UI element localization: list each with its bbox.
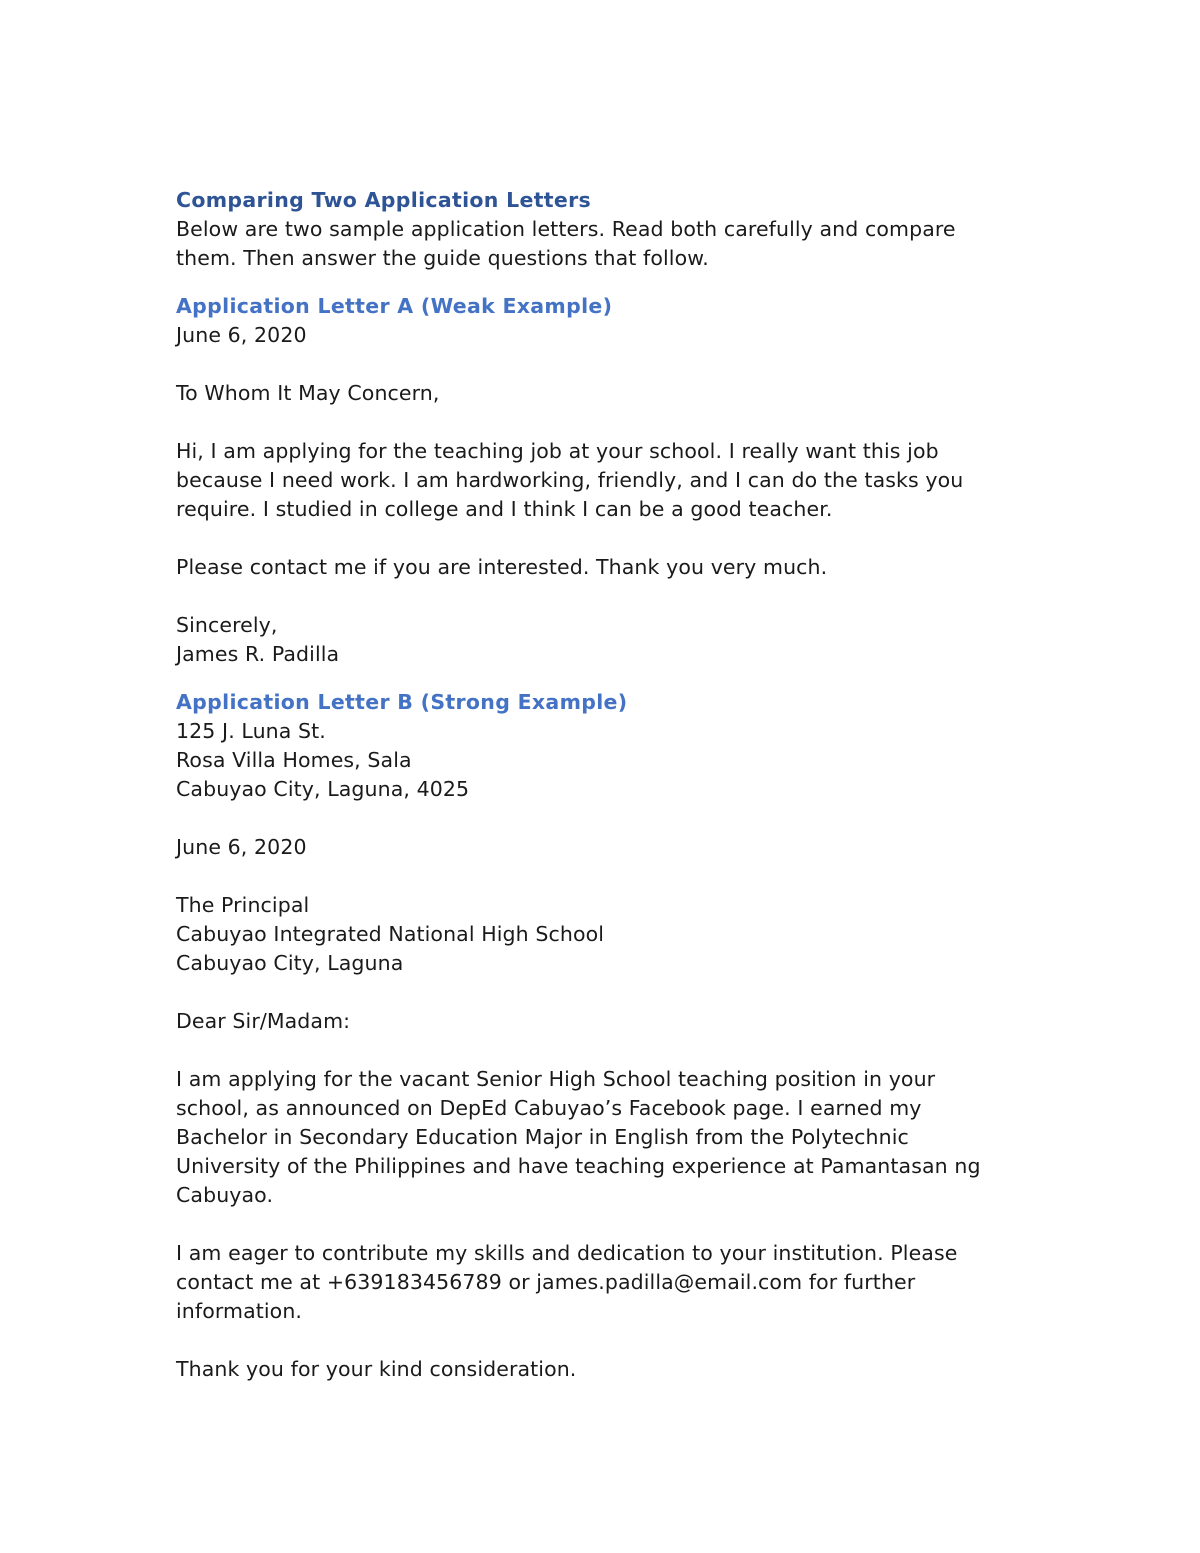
letter-b-closing-paragraph: Thank you for your kind consideration. [176,1357,577,1381]
document-title: Comparing Two Application Letters [176,188,592,212]
letter-b-address [176,717,1036,804]
letter-a-closing-paragraph: Please contact me if you are interested. Thank you very much. [176,555,828,579]
letter-b-recipient-line: Cabuyao Integrated National High School [176,922,605,946]
letter-b-address-line: Rosa Villa Homes, Sala [176,748,412,772]
letter-b-recipient-line: The Principal [176,893,310,917]
letter-b-body [176,1065,1036,1210]
letter-a-signature: James R. Padilla [176,642,340,666]
letter-a-date: June 6, 2020 [176,323,307,347]
letter-a-body-line: because I need work. I am hardworking, friendly, and I can do the tasks you [176,468,964,492]
letter-b-date: June 6, 2020 [176,835,307,859]
intro-line: Below are two sample application letters. Read both carefully and compare [176,217,956,241]
letter-b-recipient-line: Cabuyao City, Laguna [176,951,404,975]
intro-paragraph [176,215,1036,273]
letter-a-closing: Sincerely, [176,613,278,637]
letter-b-body-line: University of the Philippines and have teaching experience at Pamantasan ng [176,1154,981,1178]
letter-b-body-line: Cabuyao. [176,1183,274,1207]
letter-b-body-line: I am applying for the vacant Senior High School teaching position in your [176,1067,936,1091]
intro-line: them. Then answer the guide questions that follow. [176,246,709,270]
letter-b-salutation: Dear Sir/Madam: [176,1009,351,1033]
letter-b-heading: Application Letter B (Strong Example) [176,690,628,714]
letter-a-body-line: require. I studied in college and I think I can be a good teacher. [176,497,833,521]
letter-b-body-2-line: contact me at +639183456789 or james.padilla@email.com for further [176,1270,916,1294]
letter-b-address-line: Cabuyao City, Laguna, 4025 [176,777,470,801]
letter-a-body-line: Hi, I am applying for the teaching job at your school. I really want this job [176,439,939,463]
letter-b-body-2 [176,1239,1036,1326]
letter-b-body-line: school, as announced on DepEd Cabuyao’s Facebook page. I earned my [176,1096,922,1120]
letter-a-body [176,437,1036,524]
letter-a-heading: Application Letter A (Weak Example) [176,294,613,318]
letter-b-body-2-line: I am eager to contribute my skills and dedication to your institution. Please [176,1241,958,1265]
letter-a-salutation: To Whom It May Concern, [176,381,440,405]
letter-b-address-line: 125 J. Luna St. [176,719,326,743]
document-page [176,186,1036,1384]
letter-b-body-line: Bachelor in Secondary Education Major in English from the Polytechnic [176,1125,909,1149]
letter-b-recipient [176,891,1036,978]
letter-b-body-2-line: information. [176,1299,303,1323]
